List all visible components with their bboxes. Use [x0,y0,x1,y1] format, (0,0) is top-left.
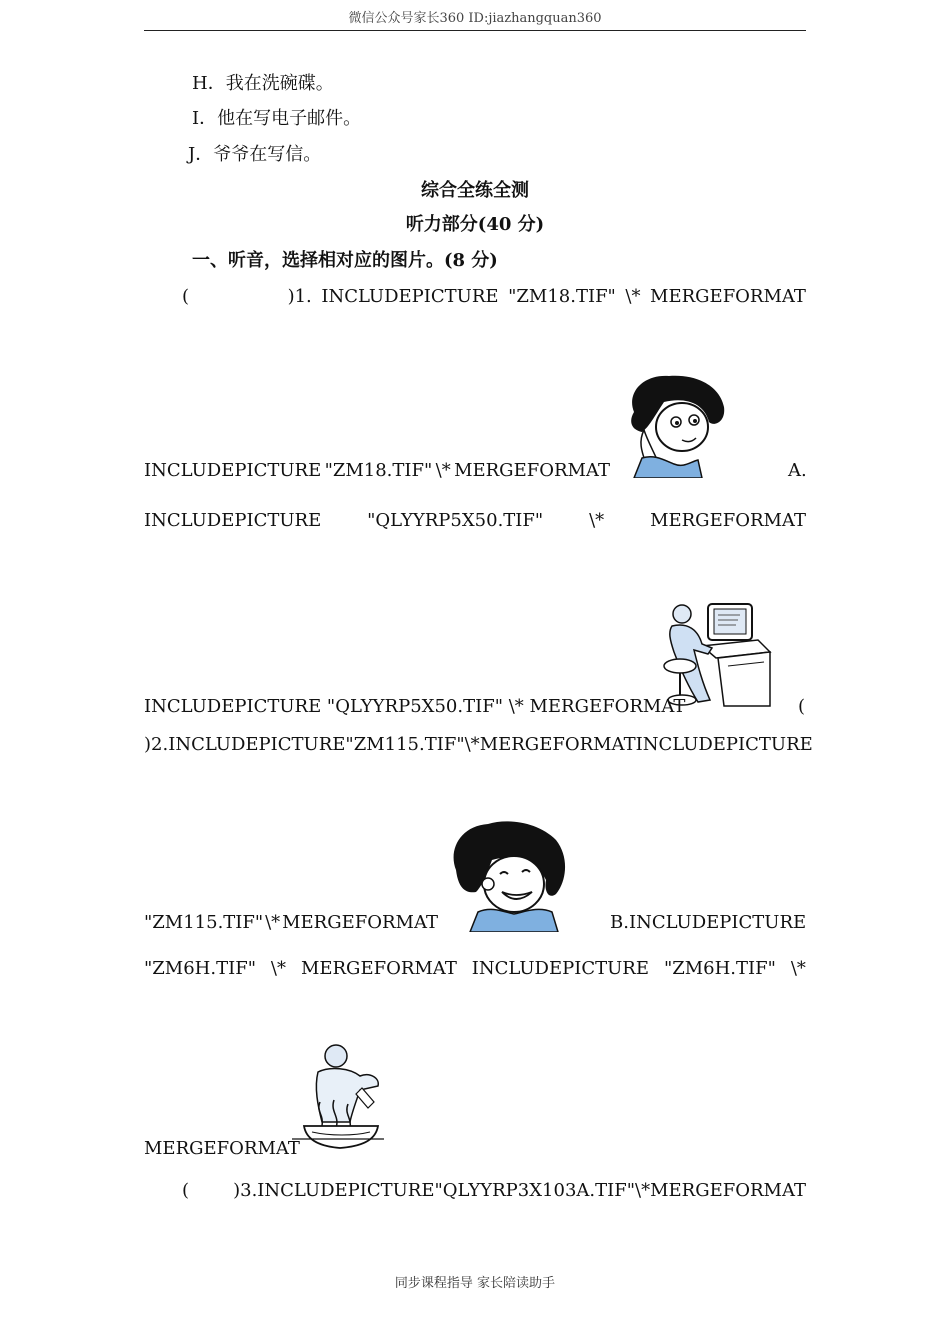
field-filename: "ZM115.TIF" [345,734,465,755]
field-format: MERGEFORMAT [650,1180,806,1201]
field-code: INCLUDEPICTURE [471,958,649,979]
q1d-line: INCLUDEPICTURE "QLYYRP5X50.TIF" \* MERGEFORMAT [144,696,686,717]
field-filename: "ZM18.TIF" [324,460,433,481]
part-title: 听力部分(40 分) [405,214,545,235]
girl-smiling-icon [448,820,568,932]
section-title: 综合全练全测 [421,180,529,201]
q2c-line [144,957,806,981]
option-h: H．我在洗碗碟。 [192,73,334,94]
q1-line [182,285,806,309]
option-a-label: A. [788,460,807,481]
field-code: INCLUDEPICTURE [635,734,813,755]
field-switch: \* [790,958,806,979]
field-format: MERGEFORMAT [454,460,610,481]
q2-number: )2. [144,734,169,755]
q2b-line [144,911,438,935]
field-format: MERGEFORMAT [650,286,806,307]
q1-number: )1. [287,286,312,307]
page-header: 微信公众号家长360 ID:jiazhangquan360 [144,10,806,31]
washing-dishes-icon [290,1042,386,1154]
field-switch: \* [625,286,641,307]
answer-blank-open: ( [182,286,190,307]
field-format: MERGEFORMAT [300,958,457,979]
field-format: MERGEFORMAT [282,912,438,933]
q2-line [144,733,813,757]
field-switch: \* [435,460,451,481]
question-title: 一、听音，选择相对应的图片。(8 分) [192,250,498,271]
field-switch: \* [270,958,286,979]
field-filename: "QLYYRP5X50.TIF" [367,510,544,531]
option-j: J．爷爷在写信。 [188,144,322,165]
q3-line [182,1179,806,1203]
field-code: INCLUDEPICTURE [144,460,322,481]
field-filename: "QLYYRP3X103A.TIF" [434,1180,636,1201]
field-switch: \* [464,734,480,755]
girl-thinking-icon [624,372,730,478]
field-filename: "ZM115.TIF" [144,912,264,933]
field-switch: \* [635,1180,651,1201]
field-filename: "ZM6H.TIF" [663,958,776,979]
field-switch: \* [589,510,605,531]
field-format: MERGEFORMAT [650,510,806,531]
field-filename: "ZM6H.TIF" [144,958,256,979]
field-code: INCLUDEPICTURE [628,912,807,933]
field-code: INCLUDEPICTURE [168,734,346,755]
answer-blank-open: ( [798,696,806,717]
answer-blank-open: ( [182,1180,190,1201]
field-switch: \* [265,912,281,933]
page-footer: 同步课程指导 家长陪读助手 [394,1276,556,1291]
option-i: I．他在写电子邮件。 [192,108,362,129]
field-code: INCLUDEPICTURE [144,510,322,531]
q1b-line [144,459,610,483]
field-filename: "ZM18.TIF" [508,286,616,307]
q2d-line: MERGEFORMAT [144,1138,300,1159]
field-code: INCLUDEPICTURE [257,1180,435,1201]
option-b-label: B. [610,912,629,933]
q1c-line [144,509,806,533]
option-b-line [610,911,806,935]
field-format: MERGEFORMAT [479,734,636,755]
q3-number: )3. [233,1180,258,1201]
field-code: INCLUDEPICTURE [321,286,499,307]
